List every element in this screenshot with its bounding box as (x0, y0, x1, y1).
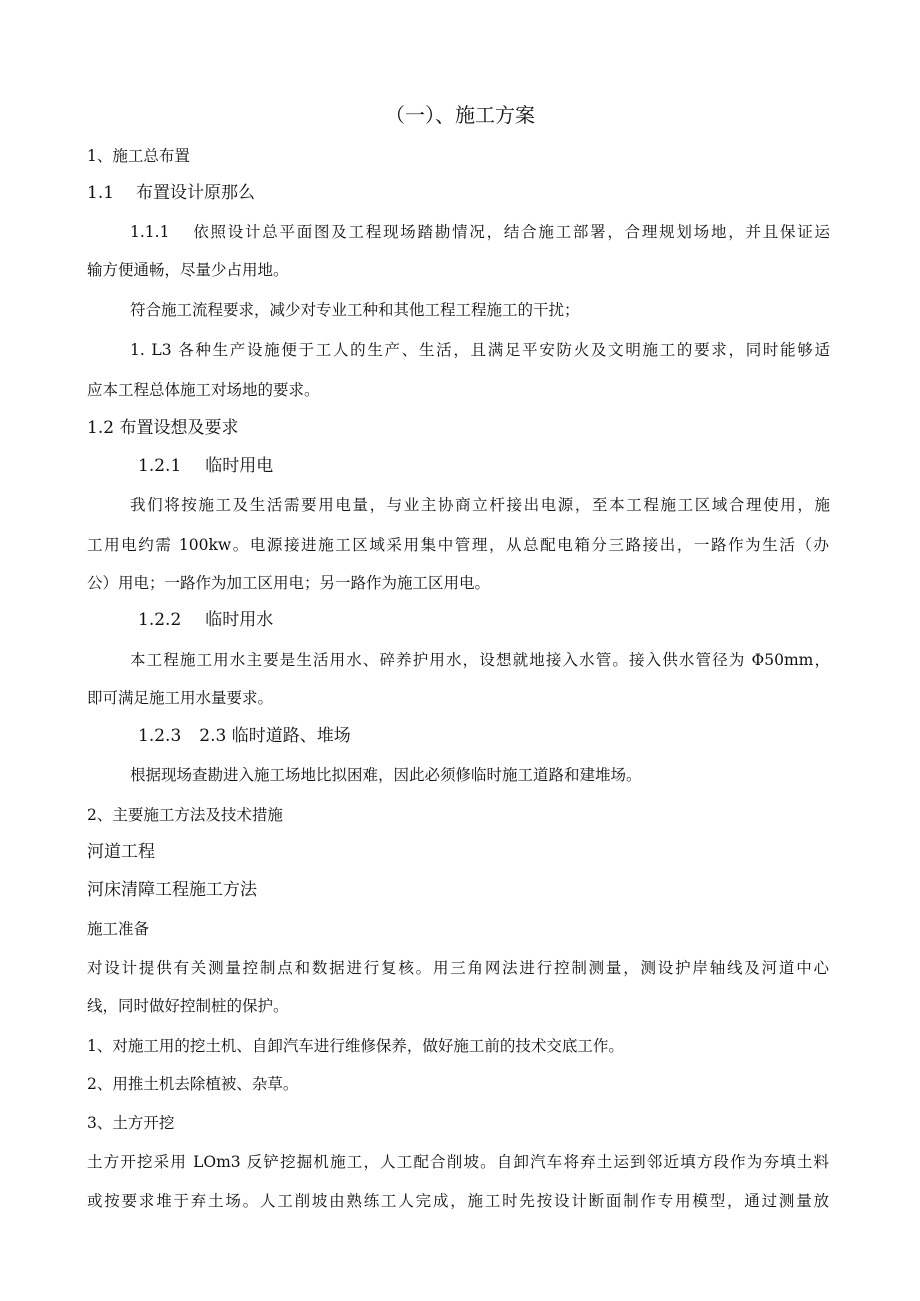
paragraph-1-2-1-line-2: 工用电约需 100kw。电源接进施工区域采用集中管理，从总配电箱分三路接出，一路作为生活（办 (87, 536, 829, 554)
paragraph-1-2-1-line-1: 我们将按施工及生活需要用电量，与业主协商立杆接出电源，至本工程施工区域合理使用，施 (130, 496, 830, 514)
paragraph-1-2-1-line-3: 公）用电；一路作为加工区用电；另一路作为施工区用电。 (87, 574, 491, 592)
section-number: 1.2.1 (138, 456, 182, 476)
section-number: 1.1 (87, 183, 115, 203)
document-title: （一）、施工方案 (385, 103, 535, 127)
construction-prep-heading: 施工准备 (87, 920, 150, 938)
section-title: 临时用电 (205, 456, 274, 476)
section-number: 1.2.3 (138, 726, 182, 746)
section-1-2-2-heading (138, 610, 273, 630)
paragraph-1-1-3-line-2: 应本工程总体施工对场地的要求。 (87, 381, 320, 399)
section-title: 临时用水 (205, 610, 274, 630)
paragraph-1-2-2-line-2: 即可满足施工用水量要求。 (87, 689, 274, 707)
section-title: 2.3 临时道路、堆场 (199, 726, 351, 746)
paragraph-1-2-3: 根据现场查勘进入施工场地比拟困难，因此必须修临时施工道路和建堆场。 (130, 766, 642, 784)
paragraph-1-2-2-line-1: 本工程施工用水主要是生活用水、碎养护用水，设想就地接入水管。接入供水管径为 Φ50mm， (130, 651, 830, 669)
list-item-1: 1、对施工用的挖土机、自卸汽车进行维修保养，做好施工前的技术交底工作。 (87, 1037, 624, 1055)
paragraph-1-1-1-line-1 (130, 222, 830, 242)
section-title: 布置设计原那么 (136, 183, 256, 203)
section-1-heading: 1、施工总布置 (87, 147, 190, 165)
paragraph-1-1-2: 符合施工流程要求，减少对专业工种和其他工程工程施工的干扰； (130, 301, 580, 319)
river-works-heading: 河道工程 (87, 842, 155, 862)
paragraph-earthwork-line-2: 或按要求堆于弃土场。人工削坡由熟练工人完成，施工时先按设计断面制作专用模型，通过测量放 (87, 1192, 829, 1210)
section-number: 1.2.2 (138, 610, 182, 630)
section-2-heading: 2、主要施工方法及技术措施 (87, 806, 283, 824)
list-item-2: 2、用推土机去除植被、杂草。 (87, 1075, 299, 1093)
list-item-3: 3、土方开挖 (87, 1114, 175, 1132)
paragraph-number: 1.1.1 (130, 223, 170, 241)
section-1-2-3-heading (138, 726, 351, 746)
paragraph-earthwork-line-1: 土方开挖采用 LOm3 反铲挖掘机施工，人工配合削坡。自卸汽车将弃土运到邻近填方段作为夯填土料 (87, 1153, 829, 1171)
paragraph-prep-line-1: 对设计提供有关测量控制点和数据进行复核。用三角网法进行控制测量，测设护岸轴线及河道中心 (87, 959, 829, 977)
riverbed-clearing-heading: 河床清障工程施工方法 (87, 880, 257, 900)
paragraph-text: 依照设计总平面图及工程现场踏勘情况，结合施工部署，合理规划场地，并且保证运 (191, 223, 830, 241)
paragraph-1-1-3-line-1: 1. L3 各种生产设施便于工人的生产、生活，且满足平安防火及文明施工的要求，同时能够适 (130, 341, 830, 359)
paragraph-prep-line-2: 线，同时做好控制桩的保护。 (87, 997, 289, 1015)
paragraph-1-1-1-line-2: 输方便通畅，尽量少占用地。 (87, 261, 289, 279)
section-1-2-1-heading (138, 456, 273, 476)
section-1-2-heading: 1.2 布置设想及要求 (87, 418, 239, 438)
section-1-1-heading (87, 183, 255, 203)
